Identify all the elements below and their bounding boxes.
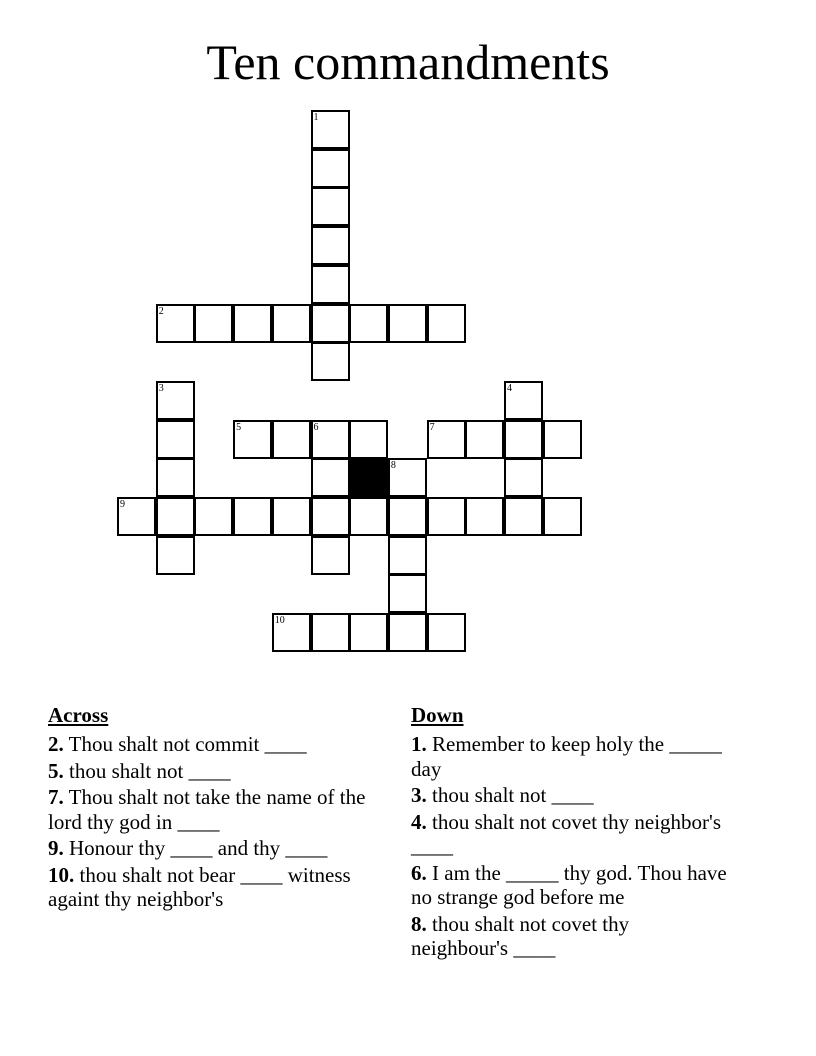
grid-cell[interactable] bbox=[156, 420, 195, 459]
grid-cell[interactable] bbox=[311, 420, 350, 459]
page-title: Ten commandments bbox=[206, 34, 610, 90]
clue-text: thou shalt not covet thy neighbour's ____ bbox=[411, 911, 630, 960]
across-clues bbox=[48, 703, 383, 914]
clue-text: Honour thy ____ and thy ____ bbox=[69, 836, 328, 860]
grid-cell[interactable] bbox=[311, 342, 350, 381]
grid-cell[interactable] bbox=[311, 304, 350, 343]
clue-number: 1. bbox=[411, 732, 427, 756]
cell-number: 7 bbox=[429, 421, 435, 433]
grid-cell[interactable] bbox=[504, 381, 543, 420]
grid-cell[interactable] bbox=[194, 497, 233, 536]
grid-cell[interactable] bbox=[233, 420, 272, 459]
cell-number: 2 bbox=[158, 305, 164, 317]
grid-cell[interactable] bbox=[427, 497, 466, 536]
cell-number: 3 bbox=[158, 382, 164, 394]
clue-text: thou shalt not bear ____ witness againt thy neighbor's bbox=[48, 862, 351, 911]
clue-text: thou shalt not covet thy neighbor's ____ bbox=[411, 809, 721, 858]
grid-cell[interactable] bbox=[349, 497, 388, 536]
clue-number: 9. bbox=[48, 836, 64, 860]
grid-cell[interactable] bbox=[427, 613, 466, 652]
grid-cell[interactable] bbox=[233, 304, 272, 343]
grid-cell[interactable] bbox=[311, 265, 350, 304]
clue-down-4 bbox=[411, 810, 731, 859]
across-heading: Across bbox=[48, 703, 109, 727]
grid-cell[interactable] bbox=[349, 420, 388, 459]
grid-cell[interactable] bbox=[388, 458, 427, 497]
grid-cell[interactable] bbox=[543, 497, 582, 536]
grid-cell[interactable] bbox=[194, 304, 233, 343]
clue-text: thou shalt not ____ bbox=[69, 758, 231, 783]
grid-cell[interactable] bbox=[388, 574, 427, 613]
grid-cell[interactable] bbox=[311, 226, 350, 265]
cell-number: 8 bbox=[390, 460, 396, 472]
grid-cell[interactable] bbox=[543, 420, 582, 459]
grid-cell[interactable] bbox=[272, 497, 311, 536]
clue-down-1 bbox=[411, 732, 731, 781]
down-clues bbox=[411, 703, 731, 963]
grid-cell[interactable] bbox=[156, 458, 195, 497]
clue-text: Remember to keep holy the _____ day bbox=[411, 732, 722, 781]
grid-cell[interactable] bbox=[349, 304, 388, 343]
cell-number: 1 bbox=[313, 112, 319, 123]
grid-cell[interactable] bbox=[388, 536, 427, 575]
black-cell bbox=[349, 458, 388, 497]
grid-cell[interactable] bbox=[272, 304, 311, 343]
grid-cell[interactable] bbox=[117, 497, 156, 536]
cell-number: 6 bbox=[313, 421, 319, 433]
clue-number: 3. bbox=[411, 783, 427, 807]
clue-text: thou shalt not ____ bbox=[432, 783, 594, 807]
grid-cell[interactable] bbox=[156, 497, 195, 536]
clue-number: 5. bbox=[48, 758, 64, 783]
grid-cell[interactable] bbox=[311, 187, 350, 226]
grid-cell[interactable] bbox=[156, 381, 195, 420]
grid-cell[interactable] bbox=[311, 497, 350, 536]
clue-number: 6. bbox=[411, 860, 427, 885]
clue-number: 7. bbox=[48, 785, 64, 809]
clue-number: 8. bbox=[411, 911, 427, 936]
grid-cell[interactable] bbox=[504, 497, 543, 536]
grid-cell[interactable] bbox=[427, 304, 466, 343]
cell-number: 10 bbox=[274, 615, 285, 627]
clue-across-5 bbox=[48, 759, 383, 784]
grid-cell[interactable] bbox=[465, 420, 504, 459]
clue-number: 2. bbox=[48, 732, 64, 756]
clue-number: 4. bbox=[411, 809, 427, 834]
clue-text: I am the _____ thy god. Thou have no strange god before me bbox=[411, 860, 727, 909]
grid-cell[interactable] bbox=[388, 613, 427, 652]
grid-cell[interactable] bbox=[311, 613, 350, 652]
grid-cell[interactable] bbox=[504, 458, 543, 497]
grid-cell[interactable] bbox=[156, 536, 195, 575]
grid-cell[interactable] bbox=[311, 110, 350, 149]
cell-number: 5 bbox=[236, 421, 242, 433]
grid-cell[interactable] bbox=[272, 420, 311, 459]
down-heading: Down bbox=[411, 703, 464, 727]
grid-cell[interactable] bbox=[311, 149, 350, 188]
grid-cell[interactable] bbox=[388, 497, 427, 536]
grid-cell[interactable] bbox=[156, 304, 195, 343]
grid-cell[interactable] bbox=[427, 420, 466, 459]
grid-cell[interactable] bbox=[465, 497, 504, 536]
clue-down-3 bbox=[411, 783, 731, 808]
grid-cell[interactable] bbox=[311, 536, 350, 575]
clue-number: 10. bbox=[48, 862, 75, 887]
clue-across-9 bbox=[48, 836, 383, 861]
clue-text: Thou shalt not commit ____ bbox=[68, 732, 307, 756]
cell-number: 4 bbox=[507, 382, 512, 394]
grid-cell[interactable] bbox=[233, 497, 272, 536]
grid-cell[interactable] bbox=[272, 613, 311, 652]
clue-down-6 bbox=[411, 861, 731, 910]
clue-across-7 bbox=[48, 785, 383, 834]
clue-across-10 bbox=[48, 863, 383, 912]
clue-text: Thou shalt not take the name of the lord thy god in ____ bbox=[48, 785, 366, 834]
clue-across-2 bbox=[48, 732, 383, 757]
grid-cell[interactable] bbox=[311, 458, 350, 497]
grid-cell[interactable] bbox=[349, 613, 388, 652]
grid-cell[interactable] bbox=[504, 420, 543, 459]
grid-cell[interactable] bbox=[388, 304, 427, 343]
clue-down-8 bbox=[411, 912, 731, 961]
cell-number: 9 bbox=[120, 499, 125, 510]
